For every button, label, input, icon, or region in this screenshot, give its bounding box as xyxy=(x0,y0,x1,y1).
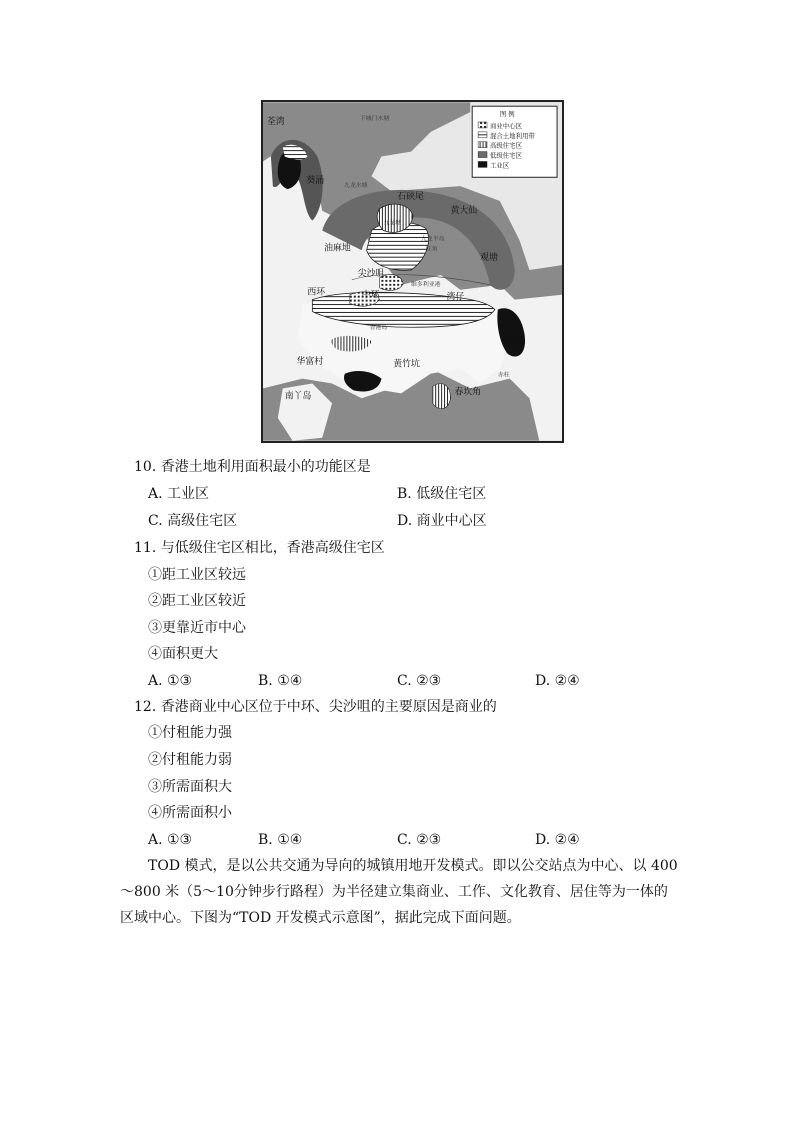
q12-option-c: C. ②③ xyxy=(397,832,442,848)
q10-option-a: A. 工业区 xyxy=(148,486,210,502)
q10-option-b: B. 低级住宅区 xyxy=(397,486,487,502)
q12-option-a: A. ①③ xyxy=(148,832,193,848)
label-wanchai: 湾仔 xyxy=(446,292,465,303)
label-victoria-harbour: 维多利亚港 xyxy=(411,281,441,288)
q11-item-2: ②距工业区较近 xyxy=(148,593,246,609)
q11-option-a: A. ①③ xyxy=(148,673,193,689)
label-chungkomkok: 春坎角 xyxy=(454,387,482,398)
label-stanley: 赤柱 xyxy=(497,372,510,379)
label-chaiwan: 柴湾 xyxy=(505,334,524,345)
legend-mixed: 混合土地利用带 xyxy=(489,131,535,140)
high-residential-repulse xyxy=(433,384,451,409)
label-kowloon-reservoir: 九龙水塘 xyxy=(343,183,368,190)
question-12-stem: 12. 香港商业中心区位于中环、尖沙咀的主要原因是商业的 xyxy=(134,699,497,715)
legend-high-res: 高级住宅区 xyxy=(489,141,523,150)
legend-title: 图 例 xyxy=(499,110,515,119)
label-kwaichung: 葵涌 xyxy=(306,176,325,187)
label-central: 中环 xyxy=(361,290,380,301)
question-11-stem: 11. 与低级住宅区相比，香港高级住宅区 xyxy=(134,540,385,556)
label-kwuntong: 观塘 xyxy=(480,253,498,264)
legend-low-res: 低级住宅区 xyxy=(489,151,523,160)
label-kowloontong: 九龙塘 xyxy=(383,220,402,227)
hong-kong-land-use-map xyxy=(261,100,564,443)
q11-option-c: C. ②③ xyxy=(397,673,442,689)
label-wongtaisin: 黄大仙 xyxy=(450,205,478,216)
label-tsuenwan: 荃湾 xyxy=(266,116,285,127)
q11-option-d: D. ②④ xyxy=(535,673,580,689)
q12-item-2: ②付租能力弱 xyxy=(148,752,232,768)
q11-option-b: B. ①④ xyxy=(258,673,303,689)
map-svg xyxy=(263,102,562,441)
question-10-stem: 10. 香港土地利用面积最小的功能区是 xyxy=(134,459,371,475)
legend-cbd: 商业中心区 xyxy=(489,121,523,130)
q10-option-c: C. 高级住宅区 xyxy=(148,513,238,529)
q11-item-4: ④面积更大 xyxy=(148,646,218,662)
label-kowloon-peninsula: 九龙半岛 xyxy=(420,236,445,243)
q12-item-3: ③所需面积大 xyxy=(148,779,232,795)
q12-option-b: B. ①④ xyxy=(258,832,303,848)
tod-intro-paragraph: TOD 模式，是以公共交通为导向的城镇用地开发模式。即以公交站点为中心、以 400～800 米（5～10分钟步行路程）为半径建立集商业、工作、文化教育、居住等为一体的区域中心。下图为“TOD 开发模式示意图”，据此完成下面问题。 xyxy=(120,858,678,926)
q12-option-d: D. ②④ xyxy=(535,832,580,848)
q11-item-3: ③更靠近市中心 xyxy=(148,620,246,636)
label-wahfu: 华富村 xyxy=(296,356,324,367)
label-yaumatei: 油麻地 xyxy=(324,243,351,254)
label-tsimshatsui: 尖沙咀 xyxy=(357,268,385,279)
q11-item-1: ①距工业区较远 xyxy=(148,567,246,583)
legend-industrial: 工业区 xyxy=(489,161,510,170)
label-mongkok: 旺角 xyxy=(425,246,438,253)
label-shekkipmei: 石硖尾 xyxy=(397,191,424,202)
map-legend xyxy=(472,106,557,177)
label-hk-island: 香港岛 xyxy=(369,325,388,332)
q12-item-4: ④所需面积小 xyxy=(148,805,232,821)
label-wongchukhang: 黄竹坑 xyxy=(393,359,420,370)
q10-option-d: D. 商业中心区 xyxy=(397,513,487,529)
label-sheungwan: 西环 xyxy=(307,287,326,298)
q12-item-1: ①付租能力强 xyxy=(148,725,232,741)
label-lamma: 南丫岛 xyxy=(284,391,312,402)
label-lower-shingmun: 下城门水塘 xyxy=(359,116,390,123)
